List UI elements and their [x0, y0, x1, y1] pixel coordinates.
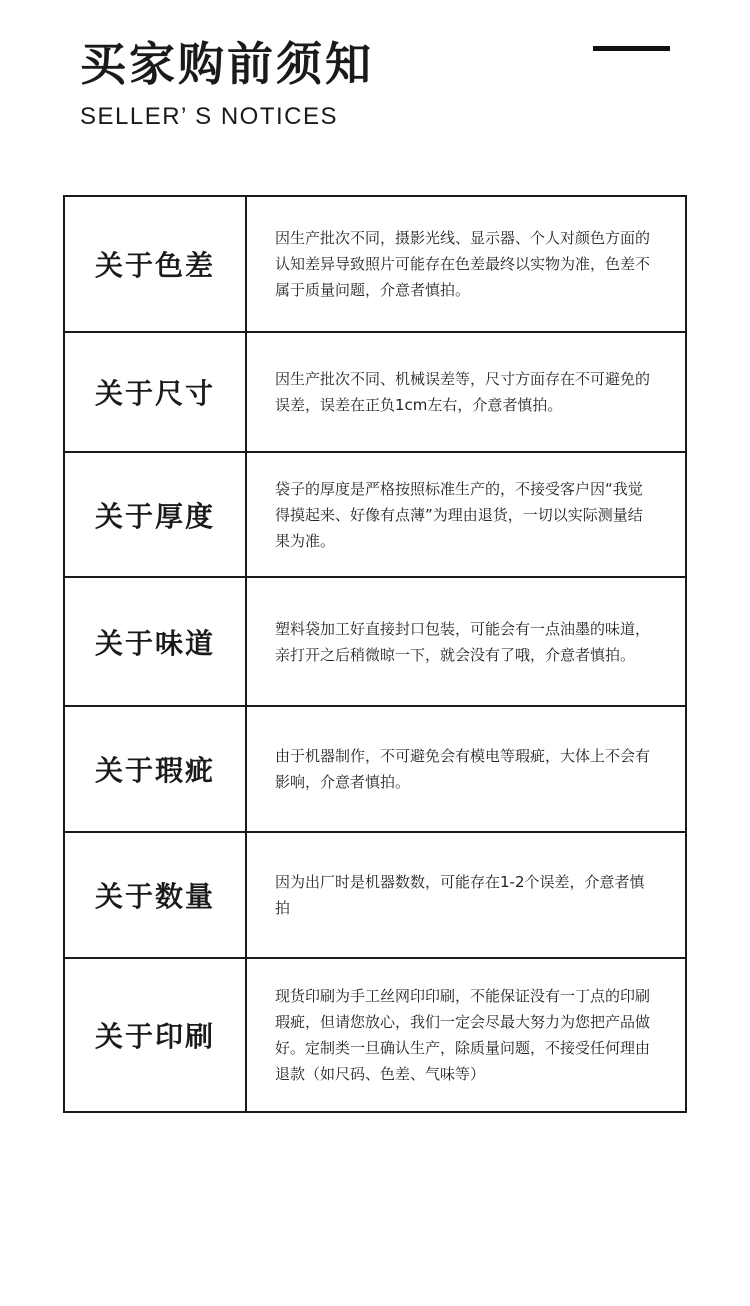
notice-label: 关于尺寸 [65, 333, 247, 451]
notice-text: 现货印刷为手工丝网印印刷，不能保证没有一丁点的印刷瑕疵，但请您放心，我们一定会尽最大努力为您把产品做好。定制类一旦确认生产，除质量问题，不接受任何理由退款（如尺码、色差、气味等） [275, 987, 651, 1083]
notice-text: 因生产批次不同，摄影光线、显示器、个人对颜色方面的认知差异导致照片可能存在色差最终以实物为准，色差不属于质量问题，介意者慎拍。 [275, 229, 651, 299]
notice-table [63, 195, 687, 1113]
notice-label: 关于色差 [65, 197, 247, 331]
notice-text: 袋子的厚度是严格按照标准生产的，不接受客户因“我觉得摸起来、好像有点薄”为理由退货，一切以实际测量结果为准。 [275, 479, 643, 550]
notice-label: 关于印刷 [65, 959, 247, 1111]
notice-label: 关于数量 [65, 833, 247, 957]
notice-label: 关于味道 [65, 578, 247, 705]
page-subtitle: SELLER’ S NOTICES [80, 103, 339, 130]
notice-text: 由于机器制作，不可避免会有模电等瑕疵，大体上不会有影响，介意者慎拍。 [275, 747, 651, 791]
notice-text: 塑料袋加工好直接封口包装，可能会有一点油墨的味道，亲打开之后稍微晾一下，就会没有了哦，介意者慎拍。 [275, 619, 651, 664]
notice-row-quantity [65, 833, 685, 959]
notice-row-thickness [65, 453, 685, 578]
decorative-bar [593, 46, 670, 51]
notice-label: 关于厚度 [65, 453, 247, 576]
page-title: 买家购前须知 [80, 37, 374, 91]
notice-text: 因生产批次不同、机械误差等，尺寸方面存在不可避免的误差，误差在正负1cm左右，介意者慎拍。 [275, 370, 651, 414]
notice-row-smell [65, 578, 685, 707]
notice-row-color [65, 197, 685, 333]
notice-text: 因为出厂时是机器数数，可能存在1-2个误差，介意者慎拍 [275, 873, 645, 917]
notice-row-defects [65, 707, 685, 833]
notice-row-size [65, 333, 685, 453]
notice-row-printing [65, 959, 685, 1111]
notice-label: 关于瑕疵 [65, 707, 247, 831]
